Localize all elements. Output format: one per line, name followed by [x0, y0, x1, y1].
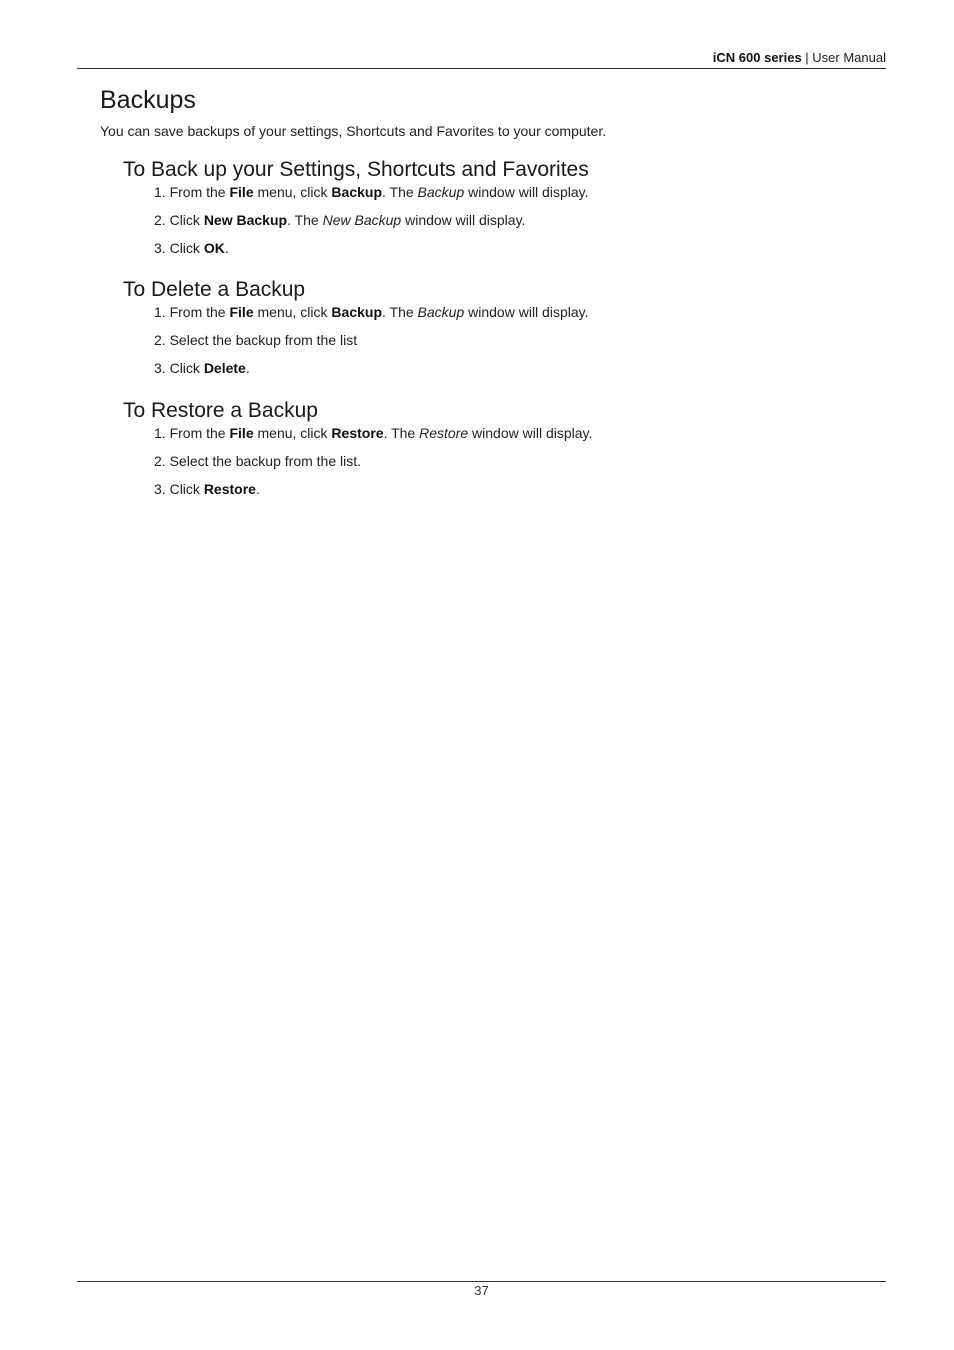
running-header: [77, 49, 886, 66]
footer-rule: [77, 1281, 886, 1282]
command-name: OK: [203, 240, 225, 256]
header-separator: |: [801, 50, 813, 65]
step-item: [154, 359, 588, 377]
step-number: 3.: [154, 481, 170, 497]
step-number: 3.: [154, 240, 170, 256]
step-text: . The: [383, 425, 420, 441]
step-item: [154, 211, 589, 229]
window-name: New Backup: [322, 212, 402, 228]
step-text: Click: [169, 481, 204, 497]
step-text: From the: [169, 184, 230, 200]
menu-name: File: [229, 425, 254, 441]
step-item: [154, 239, 589, 257]
steps-list: [123, 183, 589, 257]
step-item: [154, 480, 592, 498]
step-item: [154, 303, 588, 321]
menu-name: File: [229, 304, 254, 320]
steps-list: [123, 424, 592, 498]
section-delete: [123, 277, 588, 377]
step-text: Select the backup from the list: [169, 332, 358, 348]
header-doc-type: User Manual: [812, 50, 886, 65]
command-name: Delete: [203, 360, 246, 376]
command-name: Restore: [331, 425, 384, 441]
step-text: Click: [169, 240, 204, 256]
command-name: Backup: [331, 184, 382, 200]
step-number: 2.: [154, 332, 170, 348]
step-number: 1.: [154, 425, 170, 441]
step-number: 3.: [154, 360, 170, 376]
step-number: 1.: [154, 304, 170, 320]
step-text: . The: [382, 304, 418, 320]
page-title: Backups: [100, 86, 196, 114]
step-text: .: [245, 360, 250, 376]
section-heading: To Restore a Backup: [123, 399, 318, 422]
step-item: [154, 424, 592, 442]
step-text: .: [224, 240, 229, 256]
step-text: .: [255, 481, 260, 497]
window-name: Backup: [417, 304, 465, 320]
step-item: [154, 452, 592, 470]
step-text: Select the backup from the list.: [169, 453, 362, 469]
step-text: menu, click: [253, 304, 332, 320]
step-item: [154, 331, 588, 349]
header-product: iCN 600 series: [712, 50, 802, 65]
step-text: From the: [169, 425, 230, 441]
page-number: 37: [474, 1283, 489, 1298]
window-name: Restore: [419, 425, 469, 441]
command-name: Backup: [331, 304, 382, 320]
window-name: Backup: [417, 184, 465, 200]
step-number: 2.: [154, 212, 170, 228]
step-text: Click: [169, 360, 204, 376]
step-text: menu, click: [253, 184, 332, 200]
step-number: 1.: [154, 184, 170, 200]
step-text: menu, click: [253, 425, 332, 441]
intro-paragraph: You can save backups of your settings, Shortcuts and Favorites to your computer.: [100, 123, 607, 139]
section-heading: To Delete a Backup: [123, 278, 306, 301]
step-number: 2.: [154, 453, 170, 469]
step-text: window will display.: [468, 425, 593, 441]
step-text: window will display.: [464, 304, 589, 320]
step-text: window will display.: [464, 184, 589, 200]
step-item: [154, 183, 589, 201]
step-text: . The: [287, 212, 323, 228]
step-text: From the: [169, 304, 230, 320]
section-restore: [123, 398, 592, 498]
menu-name: File: [229, 184, 254, 200]
section-backup: [123, 157, 589, 257]
section-heading: To Back up your Settings, Shortcuts and Favorites: [123, 158, 589, 181]
step-text: window will display.: [401, 212, 526, 228]
command-name: New Backup: [203, 212, 288, 228]
step-text: Click: [169, 212, 204, 228]
header-rule: [77, 68, 886, 69]
command-name: Restore: [203, 481, 256, 497]
step-text: . The: [382, 184, 418, 200]
steps-list: [123, 303, 588, 377]
